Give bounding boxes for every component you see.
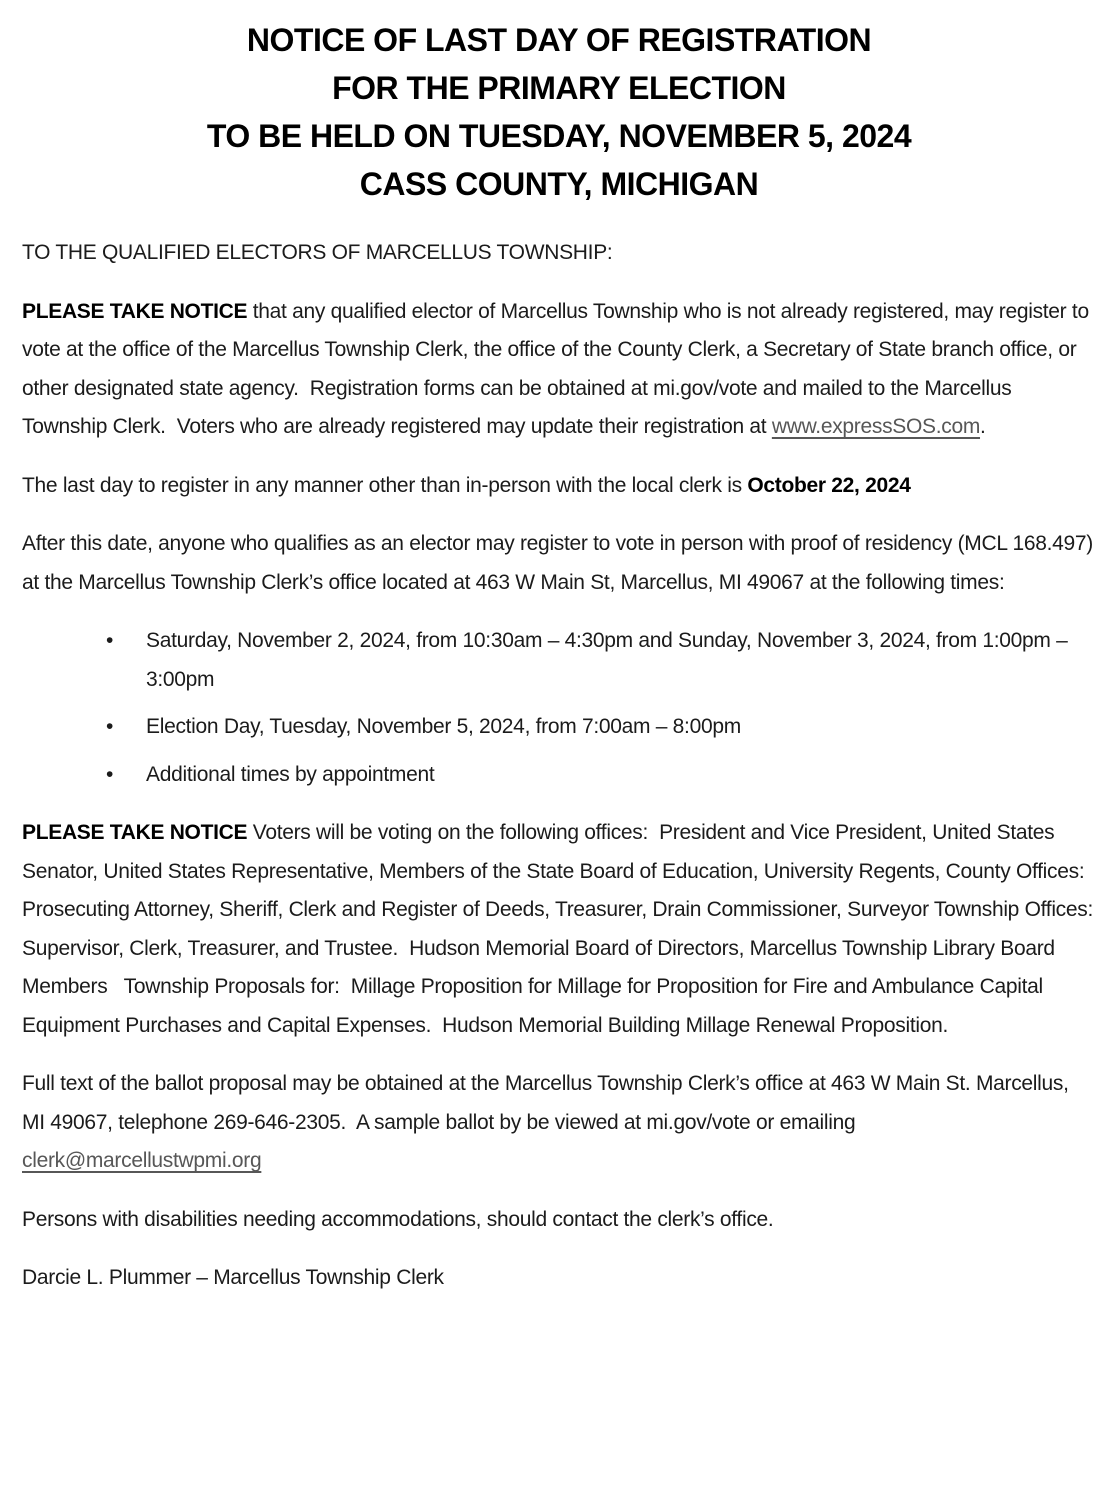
text-run: Darcie L. Plummer – Marcellus Township Clerk [22, 1266, 444, 1289]
ballot-text-paragraph [22, 1065, 1096, 1181]
text-run: Saturday, November 2, 2024, from 10:30am – 4:30pm and Sunday, November 3, 2024, from 1:00pm – 3:00pm [146, 629, 1074, 691]
list-item [146, 708, 1096, 747]
title-line-3: TO BE HELD ON TUESDAY, NOVEMBER 5, 2024 [206, 118, 912, 154]
text-run: Additional times by appointment [146, 762, 435, 786]
text-run: . [980, 415, 986, 438]
list-item [146, 622, 1096, 699]
registration-notice [22, 293, 1096, 447]
text-run: The last day to register in any manner other than in-person with the local clerk is [22, 473, 748, 497]
text-run: After this date, anyone who qualifies as an elector may register to vote in person with proof of residency (MCL 168.497) at the Marcellus Township Clerk’s office located at 463 W Main St, Marcellus, MI 49067 at the following times: [22, 532, 1099, 594]
clerk-email-link[interactable]: clerk@marcellustwpmi.org [22, 1149, 262, 1172]
text-run: Election Day, Tuesday, November 5, 2024, from 7:00am – 8:00pm [146, 715, 741, 738]
text-run: Full text of the ballot proposal may be obtained at the Marcellus Township Clerk’s office at 463 W Main St. Marcellus, MI 49067, telephone 269-646-2305. A sample ballot by be viewed at mi.gov/vote or emailing [22, 1072, 1075, 1134]
text-run: Voters will be voting on the following offices: President and Vice President, United States Senator, United States Representative, Members of the State Board of Education, University Regents, County Offices: Prosecuting Attorney, Sheriff, Clerk and Register of Deeds, Treasurer, Drain Commissioner, Surveyor Township Offices: Supervisor, Clerk, Treasurer, and Trustee. Hudson Memorial Board of Directors, Marcellus Township Library Board Members Township Proposals for: Millage Proposition for Millage for Proposition for Fire and Ambulance Capital Equipment Purchases and Capital Expenses. Hudson Memorial Building Millage Renewal Proposition. [22, 821, 1105, 1037]
text-run: Persons with disabilities needing accommodations, should contact the clerk’s office. [22, 1207, 774, 1231]
notice-body [22, 234, 1105, 1298]
last-day-paragraph [22, 467, 1096, 506]
expresssos-link[interactable]: www.expressSOS.com [771, 415, 981, 438]
salutation [22, 234, 1096, 273]
accommodations-paragraph [22, 1201, 1096, 1240]
bold-text: PLEASE TAKE NOTICE [22, 299, 248, 323]
bold-text: PLEASE TAKE NOTICE [22, 821, 248, 844]
title-line-2: FOR THE PRIMARY ELECTION [332, 70, 786, 106]
offices-notice [22, 814, 1105, 1045]
signature-line [22, 1259, 1096, 1298]
title-line-4: CASS COUNTY, MICHIGAN [359, 166, 759, 202]
text-run: TO THE QUALIFIED ELECTORS OF MARCELLUS TOWNSHIP: [22, 241, 613, 264]
text-run: that any qualified elector of Marcellus Township who is not already registered, may register to vote at the office of the Marcellus Township Clerk, the office of the County Clerk, a Secretary of State branch office, or other designated state agency. Registration forms can be obtained at mi.gov/vote and mailed to the Marcellus Township Clerk. Voters who are already registered may update their registration at [22, 299, 1095, 438]
times-list [22, 622, 1096, 794]
list-item [146, 756, 1096, 795]
in-person-paragraph [22, 525, 1099, 602]
title-line-1: NOTICE OF LAST DAY OF REGISTRATION [246, 22, 872, 58]
bold-text: October 22, 2024 [747, 473, 911, 497]
notice-title [22, 16, 1096, 208]
